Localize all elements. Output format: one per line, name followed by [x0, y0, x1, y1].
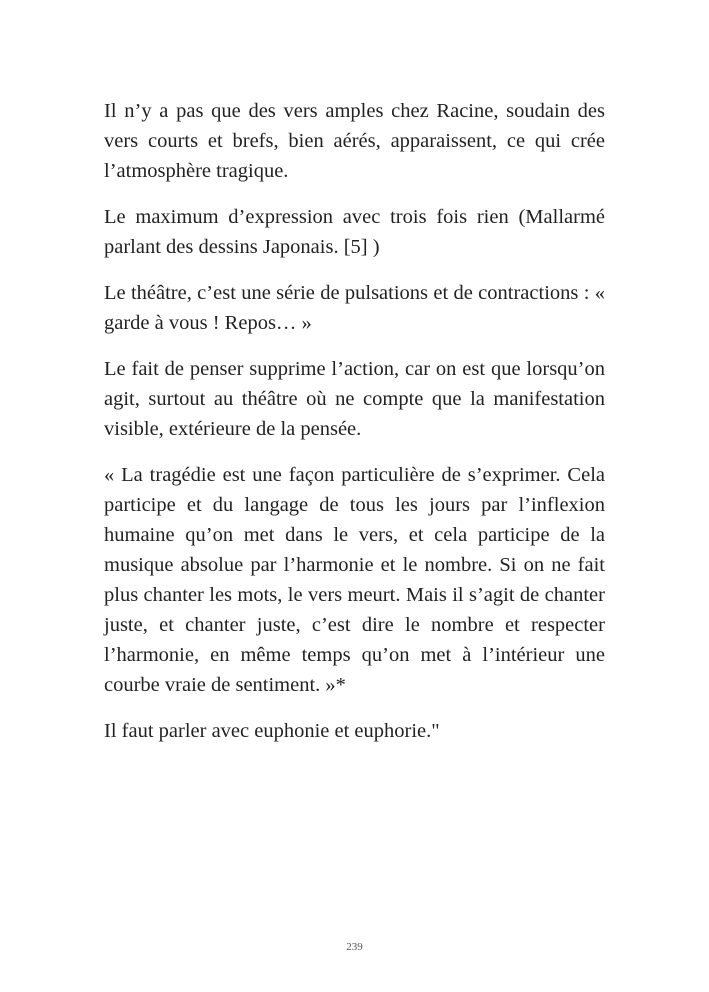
paragraph-quote-tragedie: « La tragédie est une façon particulière de s’exprimer. Cela participe et du langage de tous les jours par l’inflexion humaine qu’on met dans le vers, et cela participe de la musique absolue par l’harmonie et le nombre. Si on ne fait plus chanter les mots, le vers meurt. Mais il s’agit de chanter juste, et chanter juste, c’est dire le nombre et respecter l’harmonie, en même temps qu’on met à l’intérieur une courbe vraie de sentiment. »*: [104, 464, 605, 696]
paragraph-mallarme: Le maximum d’expression avec trois fois rien (Mallarmé parlant des dessins Japonais. [5] ): [104, 206, 605, 258]
paragraph-euphonie: Il faut parler avec euphonie et euphorie.": [104, 720, 440, 742]
page-body: [104, 96, 605, 762]
paragraph-racine: Il n’y a pas que des vers amples chez Racine, soudain des vers courts et brefs, bien aérés, apparaissent, ce qui crée l’atmosphère tragique.: [104, 100, 605, 182]
page-number: 239: [346, 941, 363, 953]
paragraph-theatre: Le théâtre, c’est une série de pulsations et de contractions : « garde à vous ! Repos… »: [104, 282, 605, 334]
paragraph-penser: Le fait de penser supprime l’action, car on est que lorsqu’on agit, surtout au théâtre où ne compte que la manifestation visible, extérieure de la pensée.: [104, 358, 605, 440]
